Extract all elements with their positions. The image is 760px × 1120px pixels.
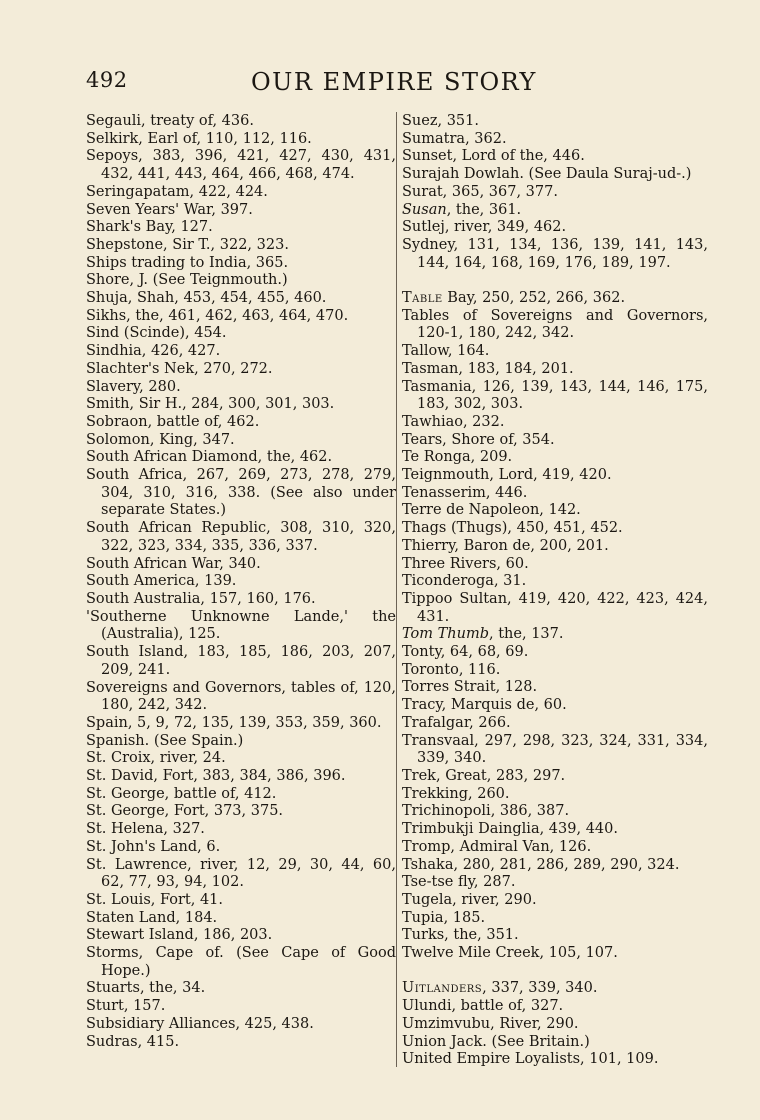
- index-entry: Slachter's Nek, 270, 272.: [86, 360, 273, 377]
- index-entry: Spain, 5, 9, 72, 135, 139, 353, 359, 360.: [86, 714, 382, 731]
- index-entry: Tables of Sovereigns and Governors, 120-1, 180, 242, 342.: [402, 307, 708, 342]
- column-divider: [396, 112, 397, 1067]
- index-entry: Sikhs, the, 461, 462, 463, 464, 470.: [86, 307, 349, 324]
- index-entry: St. George, battle of, 412.: [86, 785, 277, 802]
- index-entry: Sturt, 157.: [86, 998, 166, 1015]
- index-entry: Slavery, 280.: [86, 378, 181, 395]
- index-entry: Shore, J. (See Teignmouth.): [86, 272, 288, 289]
- index-entry: St. David, Fort, 383, 384, 386, 396.: [86, 768, 346, 785]
- index-entry: Solomon, King, 347.: [86, 431, 235, 448]
- index-entry: Twelve Mile Creek, 105, 107.: [402, 945, 618, 962]
- index-entry: South America, 139.: [86, 573, 237, 590]
- index-entry: Ticonderoga, 31.: [402, 573, 527, 590]
- page-header: [86, 68, 686, 102]
- index-entry: Seven Years' War, 397.: [86, 201, 253, 218]
- index-entry: South African War, 340.: [86, 555, 261, 572]
- index-entry: Union Jack. (See Britain.): [402, 1033, 590, 1050]
- index-entry: South Island, 183, 185, 186, 203, 207, 209, 241.: [86, 644, 396, 678]
- index-entry: Thags (Thugs), 450, 451, 452.: [402, 520, 623, 537]
- index-entry: Te Ronga, 209.: [402, 449, 513, 466]
- index-entry-heading: Susan: [402, 201, 447, 218]
- index-entry: Sobraon, battle of, 462.: [86, 413, 260, 430]
- running-title: OUR EMPIRE STORY: [251, 68, 537, 96]
- index-entry: Trichinopoli, 386, 387.: [402, 803, 570, 820]
- index-entry-heading: Uitlanders: [402, 980, 483, 997]
- index-entry: South African Republic, 308, 310, 320, 322, 323, 334, 335, 336, 337.: [86, 520, 396, 554]
- index-entry: Sumatra, 362.: [402, 130, 507, 147]
- index-entry: 'Southerne Unknowne Lande,' the (Australia), 125.: [86, 608, 396, 643]
- index-entry: Surat, 365, 367, 377.: [402, 183, 558, 200]
- index-entry: Trek, Great, 283, 297.: [402, 768, 566, 784]
- index-entry: Stewart Island, 186, 203.: [86, 927, 273, 944]
- index-entry: Terre de Napoleon, 142.: [402, 502, 581, 519]
- index-entry: Tromp, Admiral Van, 126.: [402, 838, 592, 855]
- index-entry: Tse-tse fly, 287.: [402, 874, 516, 891]
- index-entry: Segauli, treaty of, 436.: [86, 113, 254, 129]
- index-entry: St. Louis, Fort, 41.: [86, 891, 224, 908]
- index-entry: Trafalgar, 266.: [402, 714, 511, 731]
- index-entry: Surajah Dowlah. (See Daula Suraj-ud-.): [402, 166, 692, 183]
- index-entry: St. Helena, 327.: [86, 821, 205, 838]
- index-entry: Shuja, Shah, 453, 454, 455, 460.: [86, 290, 327, 307]
- index-entry: Smith, Sir H., 284, 300, 301, 303.: [86, 396, 335, 413]
- index-entry: Torres Strait, 128.: [402, 679, 538, 696]
- index-entry: [402, 290, 708, 308]
- index-entry: [402, 626, 708, 644]
- index-entry-refs: , the, 361.: [446, 201, 522, 218]
- index-entry: South African Diamond, the, 462.: [86, 449, 333, 466]
- index-entry: Sepoys, 383, 396, 421, 427, 430, 431, 432, 441, 443, 464, 466, 468, 474.: [86, 148, 396, 183]
- index-entry: St. John's Land, 6.: [86, 838, 221, 855]
- index-entry: Transvaal, 297, 298, 323, 324, 331, 334, 339, 340.: [402, 732, 708, 767]
- index-entry: Tshaka, 280, 281, 286, 289, 290, 324.: [402, 856, 680, 873]
- index-entry: Ships trading to India, 365.: [86, 254, 289, 271]
- index-entry: Umzimvubu, River, 290.: [402, 1015, 579, 1032]
- index-entry: Storms, Cape of. (See Cape of Good Hope.): [86, 945, 396, 979]
- index-entry: Tonty, 64, 68, 69.: [402, 644, 529, 661]
- index-entry: Tenasserim, 446.: [402, 484, 528, 501]
- index-entry: Spanish. (See Spain.): [86, 732, 244, 749]
- index-entry: Tupia, 185.: [402, 909, 486, 926]
- index-entry: [402, 202, 708, 220]
- index-entry: Tugela, river, 290.: [402, 891, 537, 908]
- index-entry: Sovereigns and Governors, tables of, 120, 180, 242, 342.: [86, 679, 396, 714]
- index-entry: United Empire Loyalists, 101, 109.: [402, 1051, 659, 1068]
- index-entry-heading: Table: [402, 290, 443, 307]
- index-entry: Sind (Scinde), 454.: [86, 325, 227, 342]
- page-number: 492: [86, 68, 128, 92]
- index-entry: Tracy, Marquis de, 60.: [402, 697, 567, 714]
- index-entry: Selkirk, Earl of, 110, 112, 116.: [86, 130, 312, 147]
- index-entry: Tawhiao, 232.: [402, 413, 505, 430]
- index-entry: Tippoo Sultan, 419, 420, 422, 423, 424, 431.: [402, 590, 708, 625]
- index-entry: Shepstone, Sir T., 322, 323.: [86, 236, 289, 253]
- index-entry-heading: Tom Thumb: [402, 626, 490, 643]
- index-entry: Ulundi, battle of, 327.: [402, 998, 564, 1015]
- index-entry: Teignmouth, Lord, 419, 420.: [402, 467, 612, 484]
- index-entry: Thierry, Baron de, 200, 201.: [402, 537, 609, 554]
- index-entry: St. Croix, river, 24.: [86, 750, 226, 767]
- index-entry: Trekking, 260.: [402, 785, 510, 802]
- index-entry: Staten Land, 184.: [86, 909, 218, 926]
- index-entry: South Australia, 157, 160, 176.: [86, 590, 316, 607]
- index-entry: St. Lawrence, river, 12, 29, 30, 44, 60, 62, 77, 93, 94, 102.: [86, 856, 396, 891]
- index-entry: [402, 980, 708, 998]
- index-entry: St. George, Fort, 373, 375.: [86, 803, 284, 820]
- index-entry: South Africa, 267, 269, 273, 278, 279, 304, 310, 316, 338. (See also under separate States.): [86, 467, 396, 519]
- index-entry-refs: Bay, 250, 252, 266, 362.: [442, 290, 626, 307]
- index-entry: Subsidiary Alliances, 425, 438.: [86, 1015, 314, 1032]
- index-entry: Sutlej, river, 349, 462.: [402, 219, 567, 236]
- index-column-left: [86, 113, 396, 1051]
- index-entry: Toronto, 116.: [402, 661, 501, 678]
- index-entry: Shark's Bay, 127.: [86, 219, 213, 236]
- index-entry: Sunset, Lord of the, 446.: [402, 148, 585, 165]
- index-entry-refs: , the, 137.: [489, 626, 564, 643]
- index-entry: Sudras, 415.: [86, 1033, 180, 1050]
- index-entry: Turks, the, 351.: [402, 927, 519, 944]
- index-entry: Seringapatam, 422, 424.: [86, 183, 268, 200]
- index-entry: Tasman, 183, 184, 201.: [402, 360, 574, 377]
- index-entry: Sindhia, 426, 427.: [86, 343, 221, 360]
- index-entry: Tallow, 164.: [402, 343, 490, 360]
- index-entry: Sydney, 131, 134, 136, 139, 141, 143, 144, 164, 168, 169, 176, 189, 197.: [402, 236, 708, 271]
- index-entry: Three Rivers, 60.: [402, 555, 529, 572]
- index-entry-refs: , 337, 339, 340.: [482, 980, 598, 997]
- index-entry: Stuarts, the, 34.: [86, 980, 206, 997]
- index-column-right: [402, 113, 708, 1069]
- index-entry: Suez, 351.: [402, 113, 479, 129]
- index-entry: Tasmania, 126, 139, 143, 144, 146, 175, 183, 302, 303.: [402, 378, 708, 413]
- index-entry: Tears, Shore of, 354.: [402, 431, 555, 448]
- index-entry: Trimbukji Dainglia, 439, 440.: [402, 821, 618, 838]
